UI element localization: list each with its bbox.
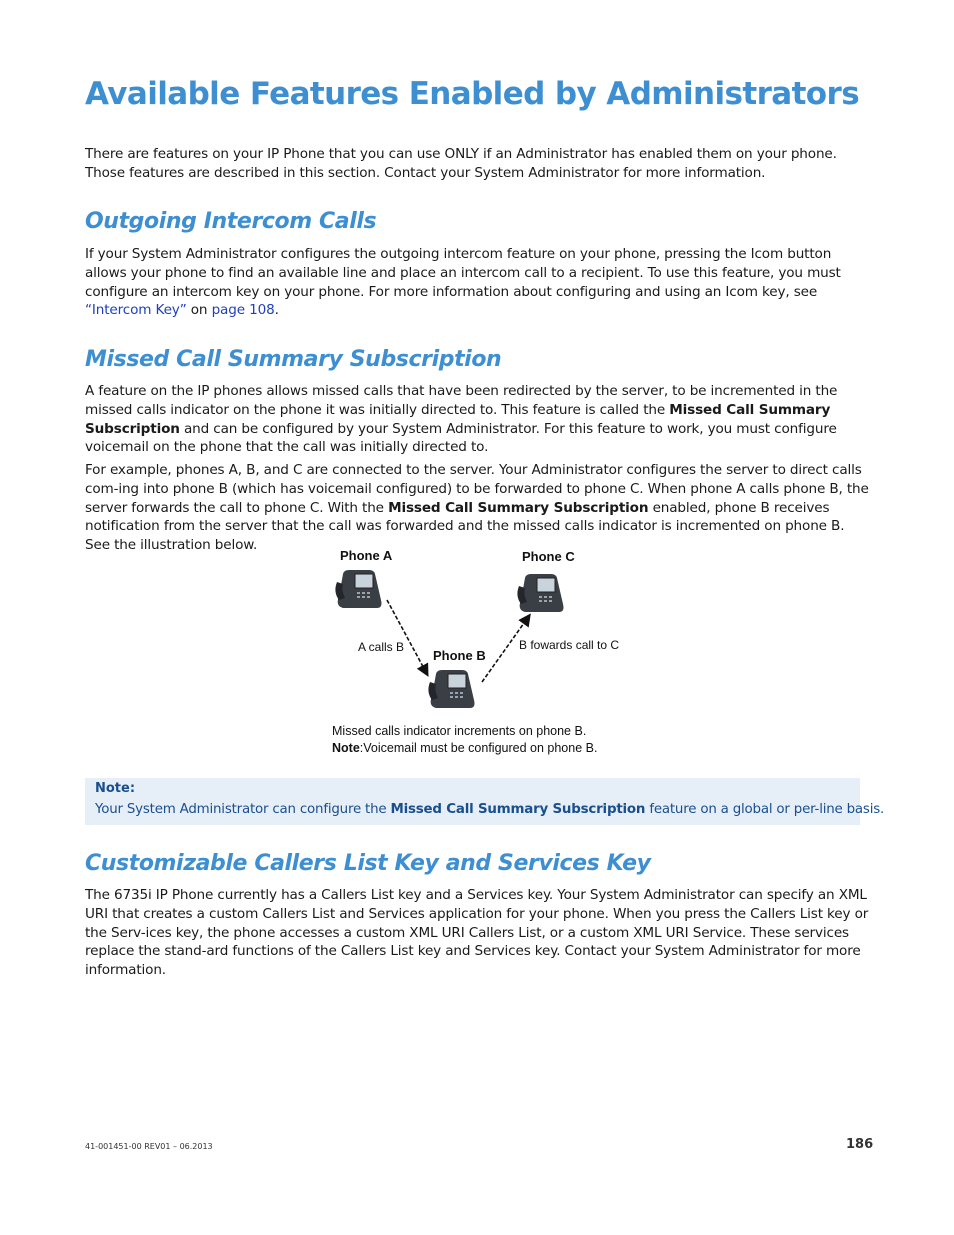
missed-call-paragraph-1 — [85, 382, 871, 457]
missed-p2-text: For example, phones A, B, and C are connected to the server. Your Administrator configures the server to direct calls com-ing into phone B (which has voicemail configured) to be forwarded to phone C. When phone A calls phone B, the server forwards the call to phone C. With the — [85, 462, 869, 516]
outgoing-intercom-paragraph — [85, 245, 871, 320]
document-id: 41-001451-00 REV01 – 06.2013 — [85, 1142, 213, 1151]
note-text: Your System Administrator can configure the — [95, 802, 391, 817]
section-title-outgoing-intercom: Outgoing Intercom Calls — [85, 209, 377, 234]
missed-p1-text: A feature on the IP phones allows missed calls that have been redirected by the server, to be incremented in the missed calls indicator on the phone it was initially directed to. This feature is called the — [85, 383, 838, 418]
missed-p2-bold: Missed Call Summary Subscription — [388, 499, 649, 516]
page-108-link[interactable]: page 108 — [211, 302, 275, 319]
missed-p1-bold: Missed Call Summary Subscription — [85, 401, 831, 437]
note-body — [95, 802, 884, 817]
call-flow-diagram — [320, 540, 660, 765]
page-title: Available Features Enabled by Administrators — [85, 76, 860, 112]
phone-c-label: Phone C — [522, 549, 575, 564]
outgoing-text-mid: on — [186, 302, 212, 319]
missed-p1-text-end: and can be configured by your System Administrator. For this feature to work, you must configure voicemail on the phone that the call was initially directed to. — [85, 420, 837, 456]
note-text-end: feature on a global or per-line basis. — [645, 802, 885, 817]
phone-b-label: Phone B — [433, 648, 486, 663]
diagram-note-label: Note — [332, 741, 360, 755]
missed-p2-text-end: enabled, phone B receives notification from the server that the call was forwarded and the missed calls indicator is incremented on phone B. See the illustration below. — [85, 499, 845, 554]
customizable-paragraph: The 6735i IP Phone currently has a Callers List key and a Services key. Your System Administrator can specify an XML URI that creates a custom Callers List and Services application for your phone. When you press the Callers List key or the Serv-ices key, the phone accesses a custom XML URI Callers List, or a custom XML URI Service. These services replace the stand-ard functions of the Callers List key and Services key. Contact your System Administrator for more information. — [85, 887, 869, 979]
intercom-key-link[interactable]: “Intercom Key” — [85, 302, 187, 319]
note-title: Note: — [95, 781, 136, 796]
page-number: 186 — [846, 1137, 874, 1152]
a-calls-b-label: A calls B — [358, 640, 405, 654]
outgoing-text-end: . — [274, 302, 279, 319]
arrow-a-to-b — [387, 600, 427, 674]
diagram-note — [332, 741, 597, 755]
phone-a-label: Phone A — [340, 548, 393, 563]
diagram-note-text: :Voicemail must be configured on phone B. — [359, 741, 598, 755]
note-bold: Missed Call Summary Subscription — [390, 802, 646, 817]
b-forwards-label: B fowards call to C — [519, 638, 620, 652]
note-box — [85, 778, 885, 825]
section-title-missed-call: Missed Call Summary Subscription — [85, 347, 502, 372]
diagram-caption: Missed calls indicator increments on phone B. — [332, 724, 587, 738]
outgoing-text: If your System Administrator configures the outgoing intercom feature on your phone, pressing the Icom button allows your phone to find an available line and place an intercom call to a recipient. To use this feature, you must configure an intercom key on your phone. For more information about configuring and using an Icom key, see — [85, 246, 841, 300]
arrow-b-to-c — [482, 616, 529, 682]
section-title-customizable: Customizable Callers List Key and Services Key — [85, 851, 651, 876]
intro-paragraph: There are features on your IP Phone that you can use ONLY if an Administrator has enabled them on your phone. Those features are described in this section. Contact your System Administrator for more information. — [85, 146, 837, 181]
